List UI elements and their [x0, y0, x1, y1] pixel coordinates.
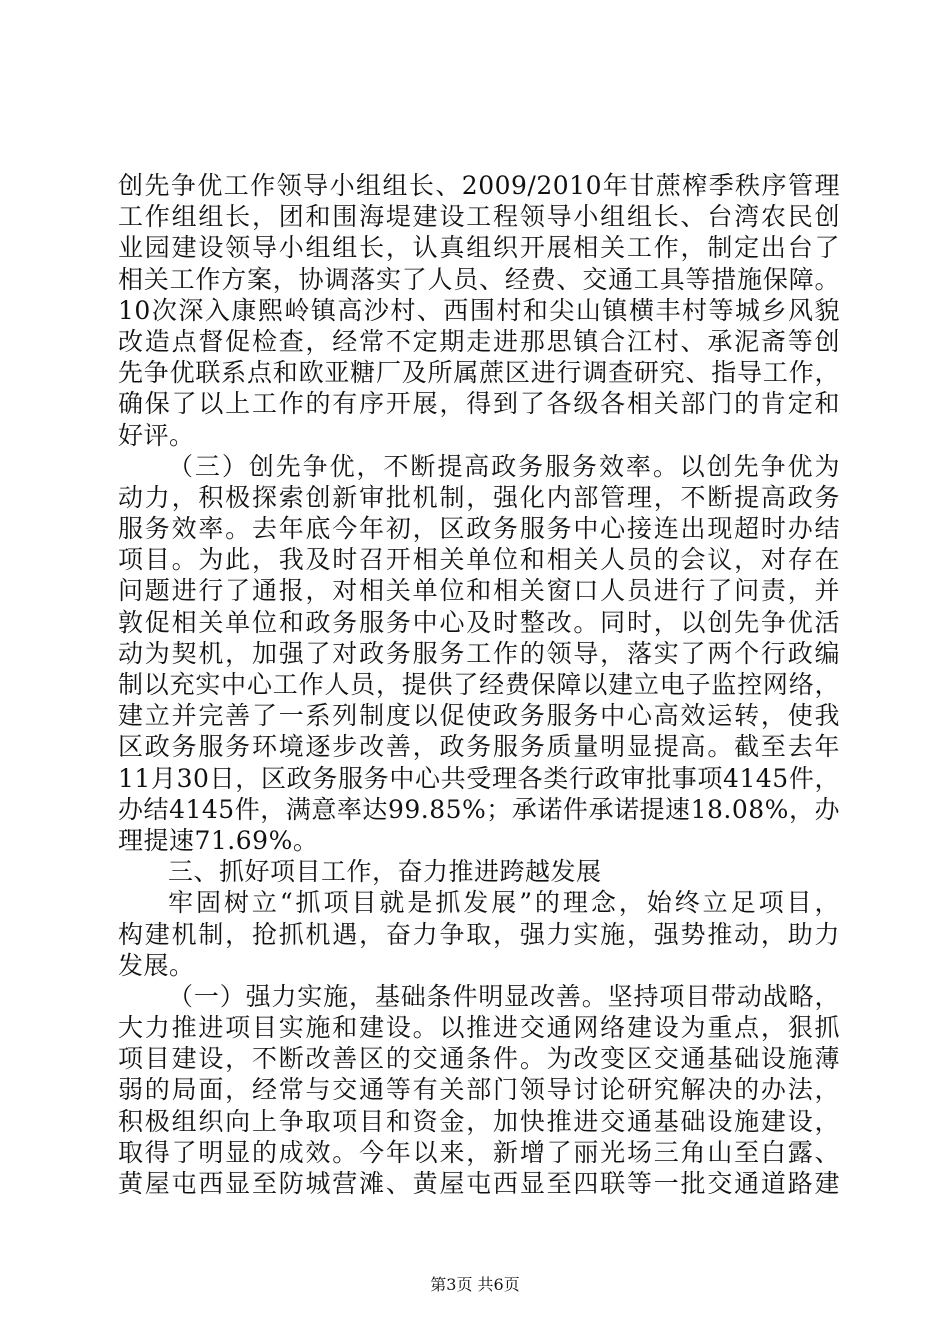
text-line: 确保了以上工作的有序开展，得到了各级各相关部门的肯定和: [118, 389, 840, 419]
text-line: 项目。为此，我及时召开相关单位和相关人员的会议，对存在: [118, 545, 840, 575]
text-line: 服务效率。去年底今年初，区政务服务中心接连出现超时办结: [118, 514, 840, 544]
text-line: 创先争优工作领导小组组长、2009/2010年甘蔗榨季秩序管理: [118, 171, 840, 200]
text-line: 取得了明显的成效。今年以来，新增了丽光场三角山至白露、: [118, 1137, 840, 1167]
text-line: 黄屋屯西显至防城营滩、黄屋屯西显至四联等一批交通道路建: [118, 1169, 840, 1198]
text-line: 建立并完善了一系列制度以促使政务服务中心高效运转，使我: [118, 701, 840, 731]
paragraph-start-line: （三）创先争优，不断提高政务服务效率。以创先争优为: [168, 451, 840, 481]
text-line: 11月30日，区政务服务中心共受理各类行政审批事项4145件，: [118, 763, 840, 793]
page-number-footer: 第3页 共6页: [430, 1275, 520, 1294]
paragraph-start-line: 牢固树立“抓项目就是抓发展”的理念，始终立足项目，: [168, 888, 840, 918]
text-line: 弱的局面，经常与交通等有关部门领导讨论研究解决的办法，: [118, 1075, 840, 1105]
text-line: 发展。: [118, 950, 195, 980]
section-heading: 三、抓好项目工作，奋力推进跨越发展: [168, 857, 602, 887]
document-body: [118, 170, 840, 1199]
text-line: 相关工作方案，协调落实了人员、经费、交通工具等措施保障。: [118, 264, 840, 294]
text-line: 理提速71.69%。: [118, 825, 319, 855]
text-line: 项目建设，不断改善区的交通条件。为改变区交通基础设施薄: [118, 1044, 840, 1074]
text-line: 问题进行了通报，对相关单位和相关窗口人员进行了问责，并: [118, 576, 840, 606]
text-line: 大力推进项目实施和建设。以推进交通网络建设为重点，狠抓: [118, 1013, 840, 1043]
text-line: 动为契机，加强了对政务服务工作的领导，落实了两个行政编: [118, 638, 840, 668]
text-line: 区政务服务环境逐步改善，政务服务质量明显提高。截至去年: [118, 732, 840, 762]
text-line: 工作组组长，团和围海堤建设工程领导小组组长、台湾农民创: [118, 202, 840, 232]
text-line: 改造点督促检查，经常不定期走进那思镇合江村、承泥斋等创: [118, 326, 840, 356]
text-line: 业园建设领导小组组长，认真组织开展相关工作，制定出台了: [118, 233, 840, 263]
text-line: 先争优联系点和欧亚糖厂及所属蔗区进行调查研究、指导工作，: [118, 358, 840, 388]
text-line: 好评。: [118, 420, 195, 450]
text-line: 敦促相关单位和政务服务中心及时整改。同时，以创先争优活: [118, 607, 840, 637]
text-line: 10次深入康熙岭镇高沙村、西围村和尖山镇横丰村等城乡风貌: [118, 295, 840, 325]
text-line: 制以充实中心工作人员，提供了经费保障以建立电子监控网络，: [118, 670, 840, 699]
text-line: 办结4145件，满意率达99.85%；承诺件承诺提速18.08%，办: [118, 794, 840, 824]
text-line: 构建机制，抢抓机遇，奋力争取，强力实施，强势推动，助力: [118, 919, 840, 949]
text-line: 动力，积极探索创新审批机制，强化内部管理，不断提高政务: [118, 482, 840, 512]
text-line: 积极组织向上争取项目和资金，加快推进交通基础设施建设，: [118, 1106, 840, 1136]
paragraph-start-line: （一）强力实施，基础条件明显改善。坚持项目带动战略，: [168, 981, 840, 1011]
